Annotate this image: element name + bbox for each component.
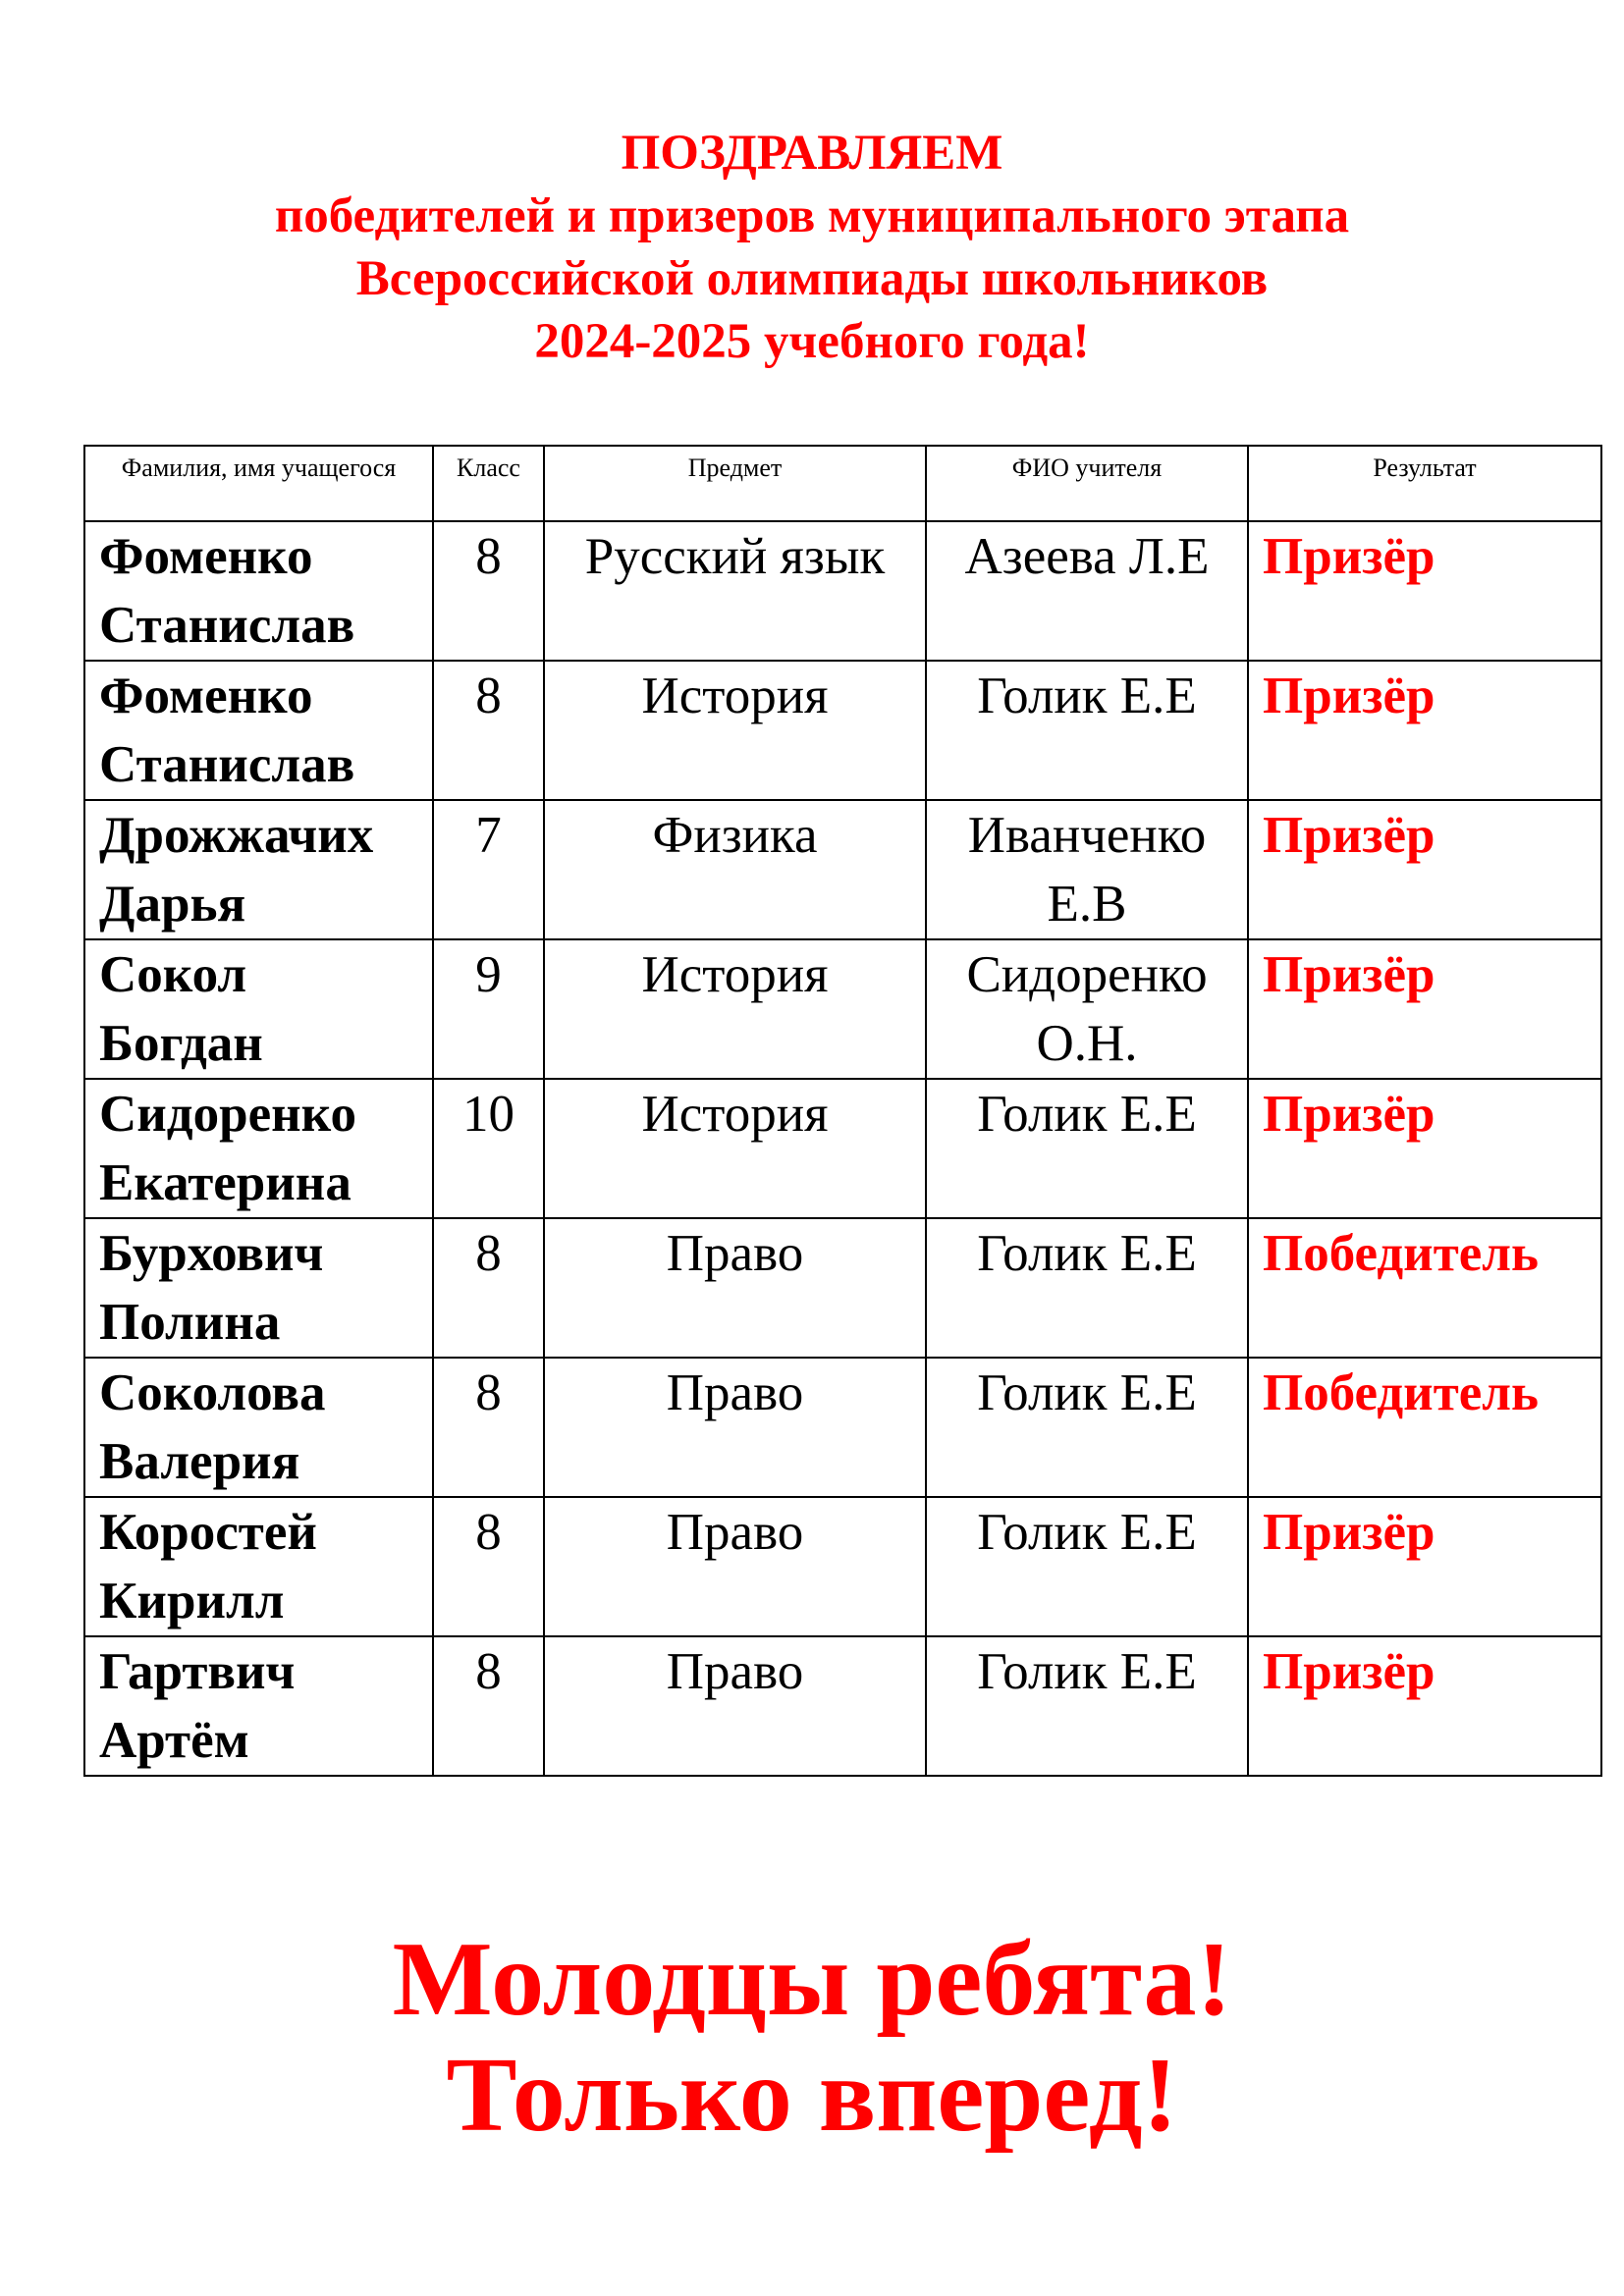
heading-line-2: победителей и призеров муниципального этапа xyxy=(274,188,1350,243)
student-surname: Фоменко xyxy=(99,528,313,585)
student-surname: Дрожжачих xyxy=(99,807,374,864)
table-row xyxy=(84,1079,1601,1218)
student-surname: Гартвич xyxy=(99,1643,296,1700)
table-row xyxy=(84,521,1601,661)
header-result: Результат xyxy=(1248,446,1601,521)
student-first-name: Станислав xyxy=(99,597,355,654)
header-subject: Предмет xyxy=(544,446,926,521)
class-cell: 9 xyxy=(433,939,544,1079)
table-header-row xyxy=(84,446,1601,521)
student-surname: Сокол xyxy=(99,946,247,1003)
result-cell: Призёр xyxy=(1248,1636,1601,1776)
class-cell: 8 xyxy=(433,1497,544,1636)
student-name-cell xyxy=(84,800,433,939)
subject-cell: Право xyxy=(544,1358,926,1497)
teacher-cell: Голик Е.Е xyxy=(926,1358,1248,1497)
student-first-name: Дарья xyxy=(99,876,246,933)
student-surname: Сидоренко xyxy=(99,1086,356,1143)
table-row xyxy=(84,1358,1601,1497)
table-row xyxy=(84,661,1601,800)
student-first-name: Полина xyxy=(99,1294,281,1351)
header-teacher: ФИО учителя xyxy=(926,446,1248,521)
student-name-cell xyxy=(84,521,433,661)
closing-line-1: Молодцы ребята! xyxy=(392,1921,1232,2038)
subject-cell: История xyxy=(544,1079,926,1218)
student-first-name: Станислав xyxy=(99,736,355,793)
student-first-name: Екатерина xyxy=(99,1154,352,1211)
class-cell: 8 xyxy=(433,1218,544,1358)
result-cell: Призёр xyxy=(1248,1079,1601,1218)
table-row xyxy=(84,939,1601,1079)
student-first-name: Валерия xyxy=(99,1433,300,1490)
teacher-cell: Иванченко Е.В xyxy=(926,800,1248,939)
header-name: Фамилия, имя учащегося xyxy=(84,446,433,521)
table-row xyxy=(84,800,1601,939)
subject-cell: Право xyxy=(544,1636,926,1776)
result-cell: Призёр xyxy=(1248,661,1601,800)
student-name-cell xyxy=(84,1497,433,1636)
heading-line-4: 2024-2025 учебного года! xyxy=(534,314,1090,369)
student-surname: Коростей xyxy=(99,1504,317,1561)
congratulations-heading xyxy=(0,122,1624,373)
subject-cell: Право xyxy=(544,1218,926,1358)
header-class: Класс xyxy=(433,446,544,521)
subject-cell: История xyxy=(544,661,926,800)
student-first-name: Артём xyxy=(99,1712,249,1769)
table-row xyxy=(84,1636,1601,1776)
student-name-cell xyxy=(84,939,433,1079)
student-surname: Бурхович xyxy=(99,1225,324,1282)
teacher-cell: Азеева Л.Е xyxy=(926,521,1248,661)
result-cell: Призёр xyxy=(1248,1497,1601,1636)
class-cell: 10 xyxy=(433,1079,544,1218)
class-cell: 8 xyxy=(433,1636,544,1776)
class-cell: 7 xyxy=(433,800,544,939)
result-cell: Призёр xyxy=(1248,521,1601,661)
heading-line-3: Всероссийской олимпиады школьников xyxy=(355,251,1269,306)
table-row xyxy=(84,1497,1601,1636)
student-name-cell xyxy=(84,1079,433,1218)
subject-cell: Физика xyxy=(544,800,926,939)
heading-line-1: ПОЗДРАВЛЯЕМ xyxy=(621,126,1003,181)
teacher-cell: Сидоренко О.Н. xyxy=(926,939,1248,1079)
result-cell: Победитель xyxy=(1248,1218,1601,1358)
student-name-cell xyxy=(84,1218,433,1358)
subject-cell: Русский язык xyxy=(544,521,926,661)
result-cell: Победитель xyxy=(1248,1358,1601,1497)
student-name-cell xyxy=(84,661,433,800)
result-cell: Призёр xyxy=(1248,939,1601,1079)
student-name-cell xyxy=(84,1636,433,1776)
class-cell: 8 xyxy=(433,1358,544,1497)
result-cell: Призёр xyxy=(1248,800,1601,939)
table-row xyxy=(84,1218,1601,1358)
teacher-cell: Голик Е.Е xyxy=(926,1079,1248,1218)
class-cell: 8 xyxy=(433,661,544,800)
student-first-name: Кирилл xyxy=(99,1573,285,1629)
teacher-cell: Голик Е.Е xyxy=(926,1218,1248,1358)
student-name-cell xyxy=(84,1358,433,1497)
student-first-name: Богдан xyxy=(99,1015,263,1072)
subject-cell: Право xyxy=(544,1497,926,1636)
class-cell: 8 xyxy=(433,521,544,661)
teacher-cell: Голик Е.Е xyxy=(926,1636,1248,1776)
closing-line-2: Только вперед! xyxy=(446,2037,1178,2154)
teacher-cell: Голик Е.Е xyxy=(926,661,1248,800)
student-surname: Фоменко xyxy=(99,667,313,724)
student-surname: Соколова xyxy=(99,1364,326,1421)
teacher-cell: Голик Е.Е xyxy=(926,1497,1248,1636)
results-table xyxy=(83,445,1602,1777)
subject-cell: История xyxy=(544,939,926,1079)
closing-message xyxy=(0,1922,1624,2154)
